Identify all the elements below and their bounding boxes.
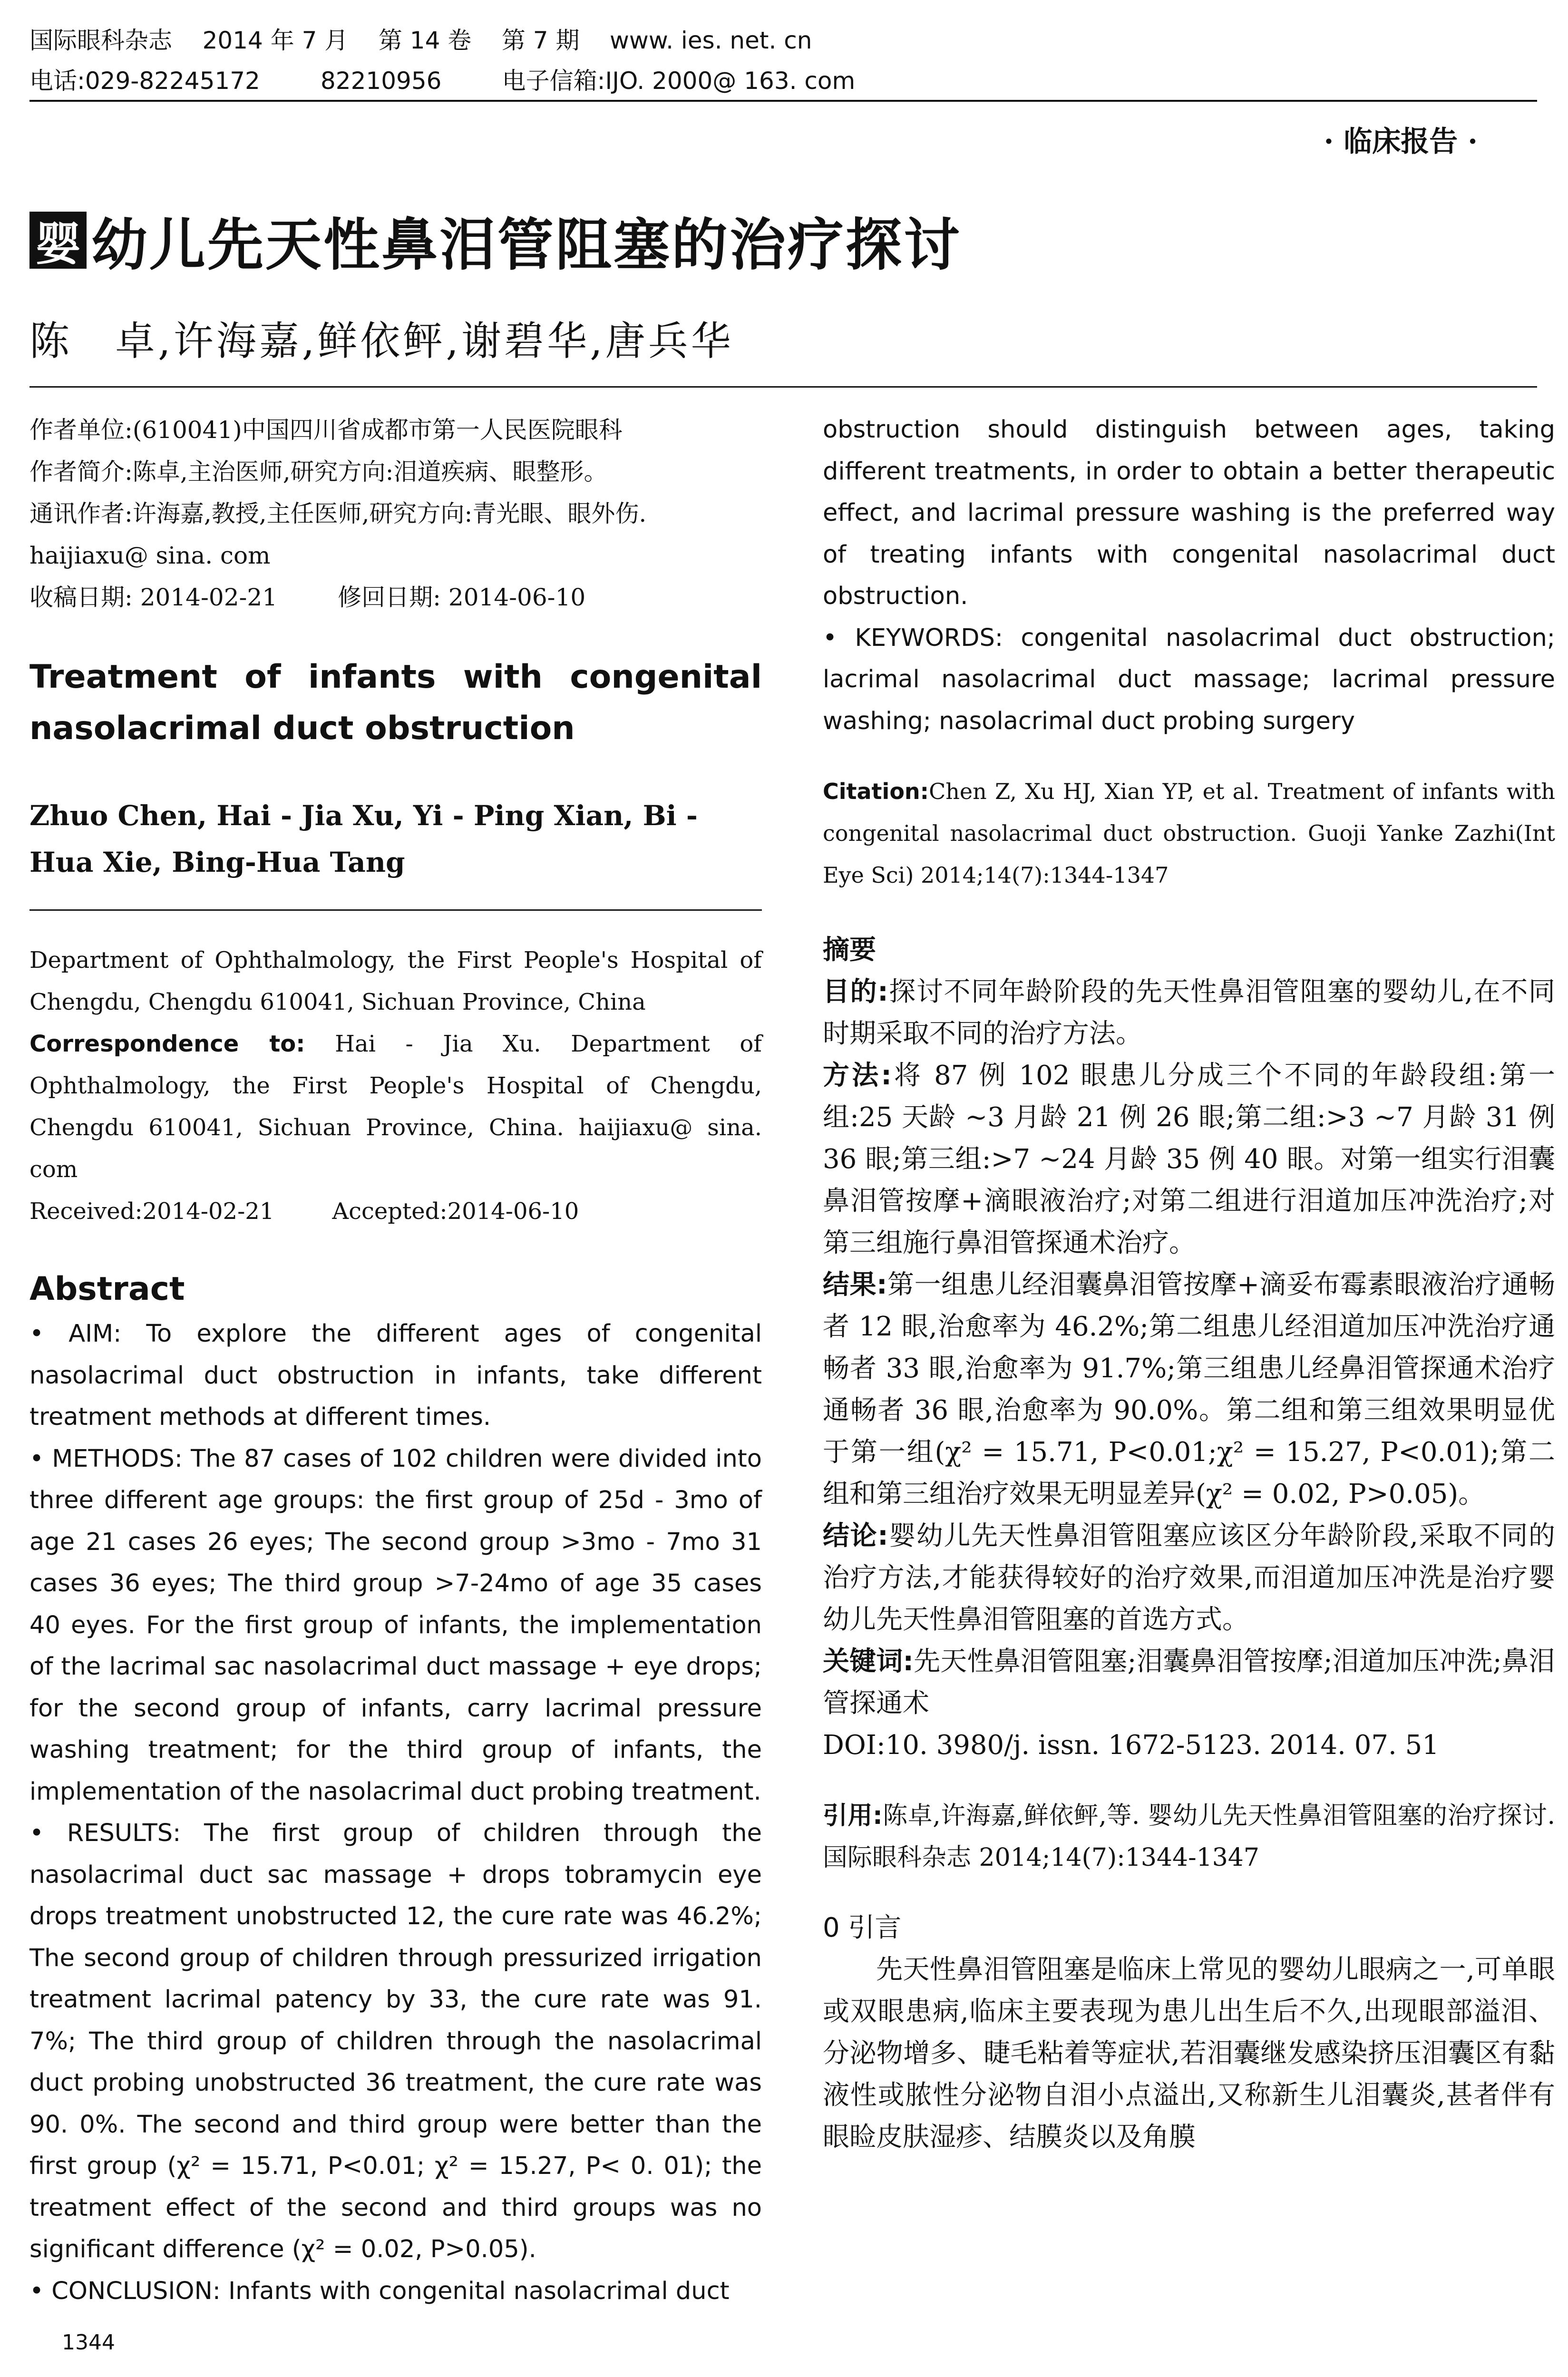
- abstract-conclusion-end: obstruction should distinguish between ages, taking different treatments, in order to obtain a better therapeutic effect, and lacrimal pressure washing is the preferred way of treating infants with congenital nasolacrimal duct obstruction.: [823, 416, 1555, 610]
- citation-cn-text: 陈卓,许海嘉,鲜依鲆,等. 婴幼儿先天性鼻泪管阻塞的治疗探讨. 国际眼科杂志 2014;14(7):1344-1347: [823, 1802, 1555, 1872]
- author-bio: 作者简介:陈卓,主治医师,研究方向:泪道疾病、眼整形。: [29, 458, 608, 486]
- authors-rule: [29, 909, 762, 911]
- abstract-cn-methods: [823, 1055, 1555, 1264]
- correspondence-en: [29, 1023, 762, 1190]
- abstract-methods: • METHODS: The 87 cases of 102 children were divided into three different age groups: the first group of 25d - 3mo of age 21 cases 26 eyes; The second group >3mo - 7mo 31 cases 36 eyes; The third group >7-24mo of age 35 cases 40 eyes. For the first group of infants, the implementation of the lacrimal sac nasolacrimal duct massage + eye drops; for the second group of infants, carry lacrimal pressure washing treatment; for the third group of infants, the implementation of the nasolacrimal duct probing treatment.: [29, 1444, 762, 1806]
- abstract-cn: [823, 929, 1555, 1766]
- abstract-aim: • AIM: To explore the different ages of congenital nasolacrimal duct obstruction in infants, take different treatment methods at different times.: [29, 1320, 762, 1431]
- methods-text: 将 87 例 102 眼患儿分成三个不同的年龄段组:第一组:25 天龄 ~3 月龄 21 例 26 眼;第二组:>3 ~7 月龄 31 例 36 眼;第三组:>7 ~24 月龄 35 例 40 眼。对第一组实行泪囊鼻泪管按摩+滴眼液治疗;对第二组进行泪道加压冲洗治疗;对第三组施行鼻泪管探通术治疗。: [823, 1060, 1555, 1258]
- journal-header-line1: 国际眼科杂志 2014 年 7 月 第 14 卷 第 7 期 www. ies. net. cn: [29, 27, 812, 54]
- intro-text: 先天性鼻泪管阻塞是临床上常见的婴幼儿眼病之一,可单眼或双眼患病,临床主要表现为患儿出生后不久,出现眼部溢泪、分泌物增多、睫毛粘着等症状,若泪囊继发感染挤压泪囊区有黏液性或脓性分泌物自泪小点溢出,又称新生儿泪囊炎,甚者伴有眼睑皮肤湿疹、结膜炎以及角膜: [823, 1954, 1555, 2153]
- title-text: 幼儿先天性鼻泪管阻塞的治疗探讨: [91, 212, 962, 278]
- affiliation: 作者单位:(610041)中国四川省成都市第一人民医院眼科: [29, 416, 623, 444]
- citation-en: [823, 770, 1555, 896]
- title-rule: [29, 386, 1537, 388]
- conclusion-label: 结论:: [823, 1520, 888, 1551]
- dates-en: Received:2014-02-21 Accepted:2014-06-10: [29, 1198, 579, 1225]
- abstract-keywords: • KEYWORDS: congenital nasolacrimal duct obstruction; lacrimal nasolacrimal duct massage; lacrimal pressure washing; nasolacrimal duct probing surgery: [823, 623, 1555, 735]
- abstract-cn-heading: 摘要: [823, 935, 876, 965]
- abstract-body: [29, 1313, 762, 2312]
- dates-cn: 收稿日期: 2014-02-21 修回日期: 2014-06-10: [29, 584, 586, 611]
- abstract-continued: [823, 409, 1555, 742]
- correspondence-text: Hai - Jia Xu. Department of Ophthalmology, the First People's Hospital of Chengdu, Chengdu 610041, Sichuan Province, China. haijiaxu@ sina. com: [29, 1031, 762, 1183]
- conclusion-text: 婴幼儿先天性鼻泪管阻塞应该区分年龄阶段,采取不同的治疗方法,才能获得较好的治疗效果,而泪道加压冲洗是治疗婴幼儿先天性鼻泪管阻塞的首选方式。: [823, 1520, 1555, 1635]
- intro-heading: 0 引言: [823, 1912, 902, 1943]
- right-column: [823, 409, 1555, 2158]
- title-badge: 婴: [29, 212, 87, 269]
- methods-label: 方法:: [823, 1060, 892, 1091]
- left-column: [29, 409, 762, 2312]
- abstract-cn-keywords: [823, 1641, 1555, 1724]
- results-text: 第一组患儿经泪囊鼻泪管按摩+滴妥布霉素眼液治疗通畅者 12 眼,治愈率为 46.2%;第二组患儿经泪道加压冲洗治疗通畅者 33 眼,治愈率为 91.7%;第三组患儿经鼻泪管探通术治疗通畅者 36 眼,治愈率为 90.0%。第二组和第三组效果明显优于第一组(χ² = 15.71, P<0.01;χ² = 15.27, P<0.01);第二组和第三组治疗效果无明显差异(χ² = 0.02, P>0.05)。: [823, 1269, 1555, 1510]
- citation-text: Chen Z, Xu HJ, Xian YP, et al. Treatment of infants with congenital nasolacrimal duct obstruction. Guoji Yanke Zazhi(Int Eye Sci) 2014;14(7):1344-1347: [823, 779, 1555, 888]
- abstract-heading: Abstract: [29, 1270, 185, 1308]
- en-dept: [29, 939, 762, 1232]
- keywords-text: 先天性鼻泪管阻塞;泪囊鼻泪管按摩;泪道加压冲洗;鼻泪管探通术: [823, 1646, 1555, 1719]
- header-rule: [29, 100, 1537, 102]
- section-tag: · 临床报告 ·: [1324, 125, 1478, 158]
- keywords-label: 关键词:: [823, 1646, 914, 1677]
- email-cn: haijiaxu@ sina. com: [29, 542, 271, 569]
- doi: DOI:10. 3980/j. issn. 1672-5123. 2014. 07. 51: [823, 1730, 1439, 1761]
- page-number: 1344: [62, 2330, 115, 2355]
- abstract-conclusion-start: • CONCLUSION: Infants with congenital nasolacrimal duct: [29, 2277, 730, 2305]
- citation-label: Citation:: [823, 779, 929, 804]
- en-authors: Zhuo Chen, Hai - Jia Xu, Yi - Ping Xian, Bi - Hua Xie, Bing-Hua Tang: [29, 799, 698, 878]
- citation-cn: [823, 1795, 1555, 1879]
- meta-cn: [29, 409, 762, 618]
- correspondence-label: Correspondence to:: [29, 1031, 305, 1057]
- abstract-cn-aim: [823, 971, 1555, 1055]
- abstract-cn-conclusion: [823, 1515, 1555, 1641]
- article-title: [29, 200, 962, 281]
- en-title: Treatment of infants with congenital nasolacrimal duct obstruction: [29, 658, 762, 747]
- abstract-cn-results: [823, 1264, 1555, 1515]
- citation-cn-label: 引用:: [823, 1802, 883, 1830]
- introduction: [823, 1907, 1555, 2158]
- aim-label: 目的:: [823, 976, 888, 1007]
- correspondence-cn: 通讯作者:许海嘉,教授,主任医师,研究方向:青光眼、眼外伤.: [29, 500, 647, 527]
- results-label: 结果:: [823, 1269, 887, 1300]
- authors-cn: 陈 卓,许海嘉,鲜依鲆,谢碧华,唐兵华: [29, 318, 734, 364]
- abstract-results: • RESULTS: The first group of children through the nasolacrimal duct sac massage + drops tobramycin eye drops treatment unobstructed 12, the cure rate was 46.2%; The second group of children through pressurized irrigation treatment lacrimal patency by 33, the cure rate was 91. 7%; The third group of children through the nasolacrimal duct probing unobstructed 36 treatment, the cure rate was 90. 0%. The second and third group were better than the first group (χ² = 15.71, P<0.01; χ² = 15.27, P< 0. 01); the treatment effect of the second and third groups was no significant difference (χ² = 0.02, P>0.05).: [29, 1819, 762, 2263]
- journal-header-line2: 电话:029-82245172 82210956 电子信箱:IJO. 2000@ 163. com: [29, 67, 856, 95]
- department-en: Department of Ophthalmology, the First People's Hospital of Chengdu, Chengdu 610041, Sichuan Province, China: [29, 947, 762, 1015]
- aim-text: 探讨不同年龄阶段的先天性鼻泪管阻塞的婴幼儿,在不同时期采取不同的治疗方法。: [823, 976, 1555, 1049]
